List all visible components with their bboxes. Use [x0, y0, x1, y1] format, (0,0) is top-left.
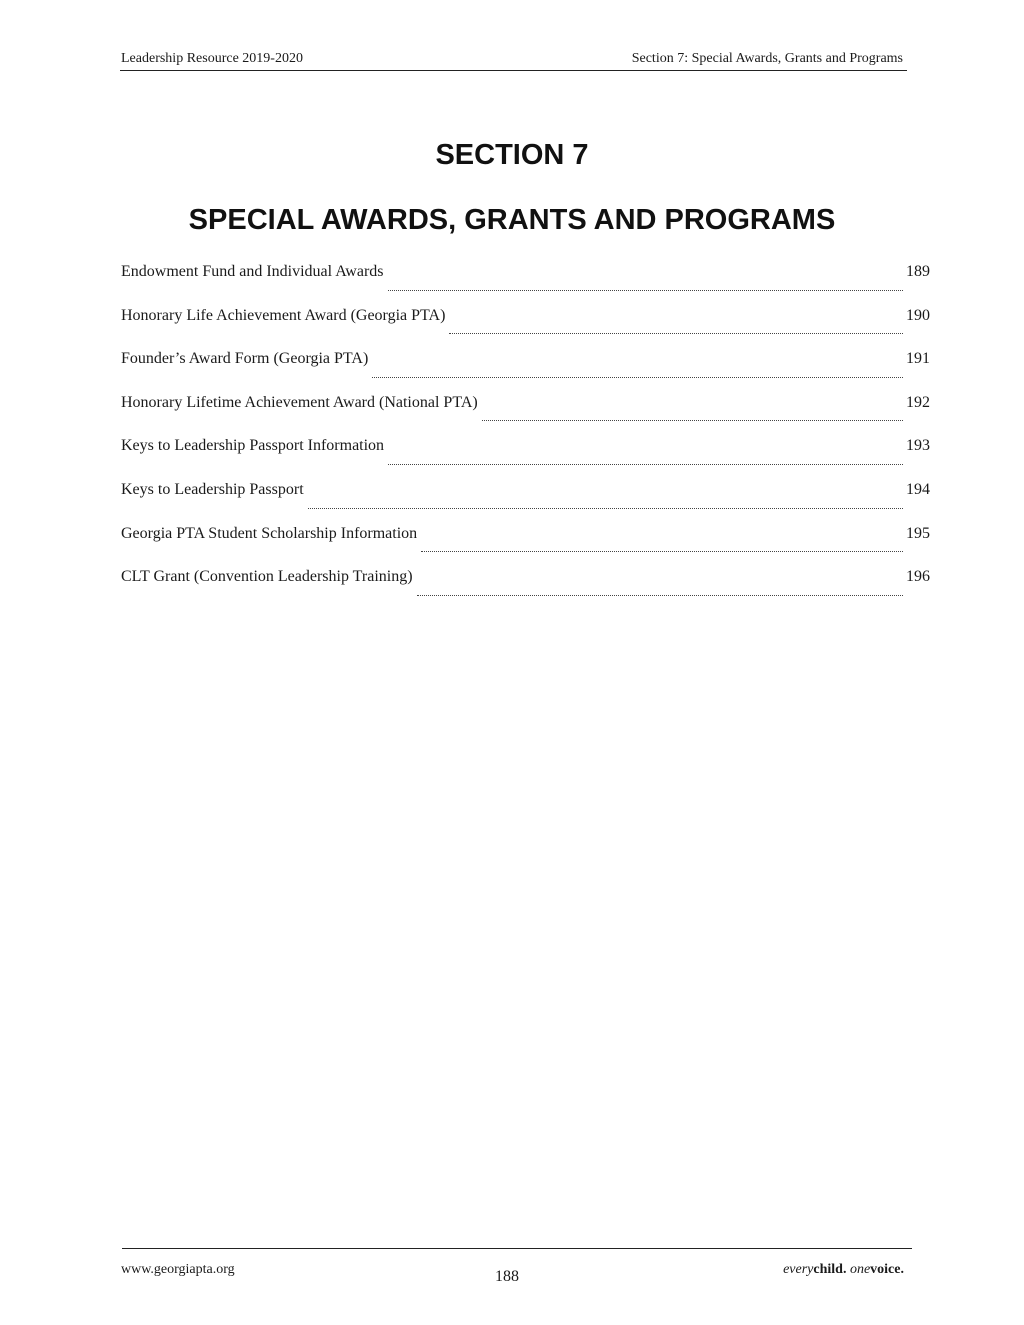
toc-entry[interactable]	[121, 568, 930, 612]
toc-entry[interactable]	[121, 394, 930, 438]
toc-entry-page: 196	[906, 568, 930, 586]
toc-entry[interactable]	[121, 350, 930, 394]
toc-entry-page: 191	[906, 350, 930, 368]
toc-dot-leader	[417, 594, 903, 596]
table-of-contents	[121, 263, 930, 612]
footer-website[interactable]: www.georgiapta.org	[121, 1262, 235, 1277]
header-document-title: Leadership Resource 2019-2020	[121, 51, 303, 66]
toc-entry-page: 192	[906, 393, 930, 411]
slogan-every: every	[783, 1262, 814, 1277]
slogan-voice: voice.	[870, 1262, 904, 1277]
toc-entry-label: Founder’s Award Form (Georgia PTA)	[121, 350, 369, 368]
toc-entry-page: 195	[906, 524, 930, 542]
toc-entry[interactable]	[121, 437, 930, 481]
section-subtitle: SPECIAL AWARDS, GRANTS AND PROGRAMS	[188, 204, 836, 236]
toc-entry-label: Keys to Leadership Passport	[121, 480, 304, 498]
section-heading: SECTION 7	[435, 139, 589, 171]
toc-entry-label: Honorary Life Achievement Award (Georgia PTA)	[121, 306, 446, 324]
toc-entry-page: 189	[906, 263, 930, 280]
slogan-child: child.	[813, 1262, 847, 1277]
toc-entry-label: CLT Grant (Convention Leadership Training)	[121, 568, 413, 586]
toc-entry-label: Keys to Leadership Passport Information	[121, 437, 385, 455]
toc-entry[interactable]	[121, 307, 930, 351]
toc-entry-page: 193	[906, 437, 930, 455]
toc-dot-leader	[388, 463, 903, 465]
footer-page-number: 188	[495, 1268, 519, 1285]
slogan-one: one	[849, 1262, 871, 1277]
toc-dot-leader	[372, 376, 903, 378]
toc-dot-leader	[308, 507, 903, 509]
toc-dot-leader	[388, 289, 904, 291]
toc-entry-label: Georgia PTA Student Scholarship Information	[121, 524, 418, 542]
footer-divider	[122, 1248, 912, 1249]
header-section-title: Section 7: Special Awards, Grants and Programs	[631, 51, 903, 66]
toc-entry[interactable]	[121, 525, 930, 569]
toc-entry[interactable]	[121, 263, 930, 307]
page-header	[120, 50, 907, 71]
toc-entry[interactable]	[121, 481, 930, 525]
toc-entry-page: 190	[906, 306, 930, 324]
toc-dot-leader	[421, 550, 903, 552]
toc-dot-leader	[482, 419, 903, 421]
toc-entry-page: 194	[906, 480, 930, 498]
toc-dot-leader	[449, 332, 903, 334]
toc-entry-label: Honorary Lifetime Achievement Award (National PTA)	[121, 393, 478, 411]
toc-entry-label: Endowment Fund and Individual Awards	[121, 263, 384, 280]
footer-slogan	[783, 1262, 904, 1278]
